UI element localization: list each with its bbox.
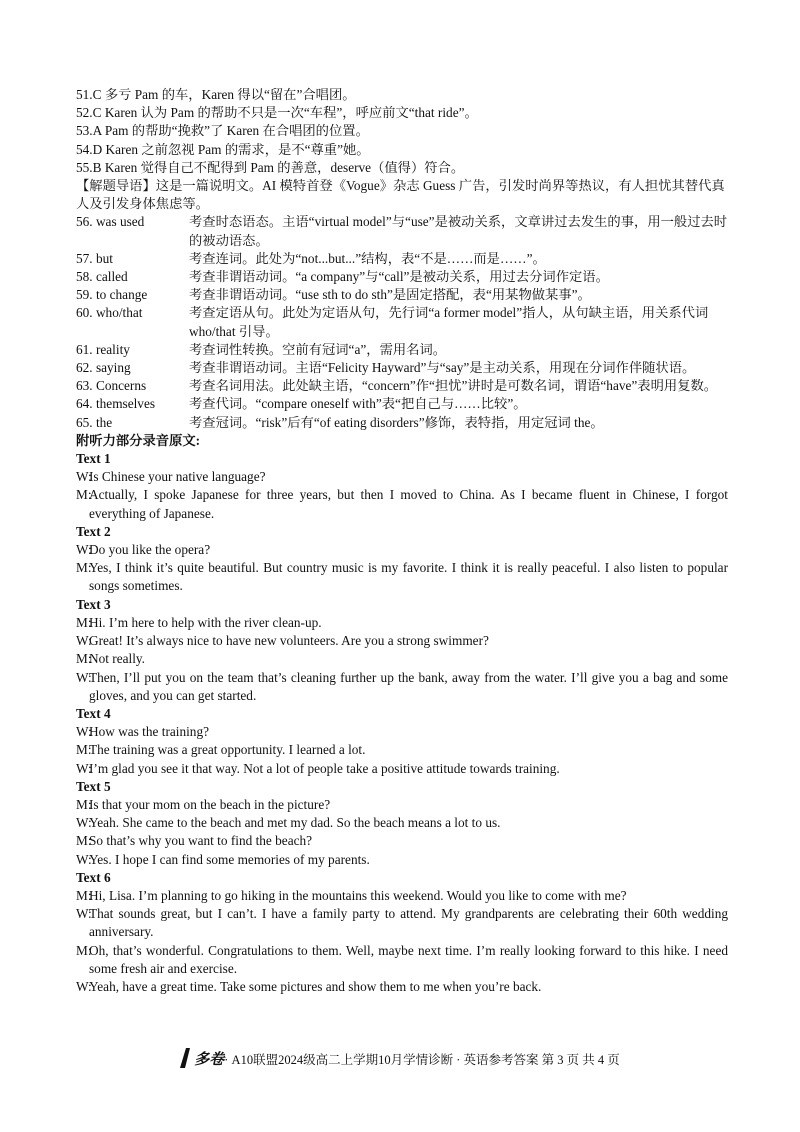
brand-logo-text: 多卷 (194, 1052, 225, 1068)
answer-key: 62. saying (76, 360, 131, 376)
dialogue-line (76, 942, 728, 978)
answer-row (76, 341, 728, 359)
answer-row (76, 377, 728, 395)
utterance: Not really. (89, 651, 145, 667)
answer-page (76, 86, 728, 996)
text-title: Text 1 (76, 451, 111, 467)
utterance: Yeah. She came to the beach and met my dad. So the beach means a lot to us. (89, 815, 501, 831)
listening-text-2 (76, 523, 728, 596)
dialogue-line (76, 832, 728, 850)
answer-explanation: 考查时态语态。主语“virtual model”与“use”是被动关系，文章讲过去发生的事，用一般过去时的被动语态。 (189, 214, 728, 248)
answer-row (76, 395, 728, 413)
page-footer (0, 1048, 800, 1072)
answer-line: 51.C 多亏 Pam 的车，Karen 得以“留在”合唱团。 (76, 87, 356, 102)
dialogue-line (76, 650, 728, 668)
utterance: How was the training? (89, 724, 210, 740)
answer-key: 58. called (76, 269, 128, 285)
speaker-label: W: (76, 542, 92, 558)
answer-key: 59. to change (76, 287, 148, 303)
answer-key: 65. the (76, 414, 113, 430)
utterance: Then, I’ll put you on the team that’s cleaning further up the bank, away from the water. I’ll give you a bag and some gloves, and you can get started. (89, 669, 728, 703)
speaker-label: W: (76, 978, 92, 994)
speaker-label: M: (76, 942, 92, 958)
listening-text-4 (76, 705, 728, 778)
utterance: Oh, that’s wonderful. Congratulations to them. Well, maybe next time. I’m really looking forward to this hike. I need some fresh air and exercise. (89, 942, 728, 976)
answer-row (76, 286, 728, 304)
dialogue-line (76, 723, 728, 741)
answer-row (76, 304, 728, 340)
answer-explanation: 考查代词。“compare oneself with”表“把自己与……比较”。 (189, 396, 527, 412)
answer-key: 63. Concerns (76, 378, 147, 394)
answer-line: 53.A Pam 的帮助“挽救”了 Karen 在合唱团的位置。 (76, 123, 369, 139)
speaker-label: W: (76, 851, 92, 867)
utterance: Is that your mom on the beach in the picture? (89, 796, 331, 812)
answer-key: 57. but (76, 250, 113, 266)
answer-row (76, 414, 728, 432)
listening-text-6 (76, 869, 728, 996)
speaker-label: M: (76, 887, 92, 903)
dialogue-line (76, 632, 728, 650)
answer-explanation: 考查非谓语动词。“use sth to do sth”是固定搭配，表“用某物做某事”。 (189, 287, 591, 303)
dialogue-line (76, 887, 728, 905)
answer-key: 64. themselves (76, 396, 156, 412)
answer-line: 55.B Karen 觉得自己不配得到 Pam 的善意，deserve（值得）符合。 (76, 159, 465, 175)
answer-row (76, 359, 728, 377)
speaker-label: M: (76, 651, 92, 667)
answer-explanation: 考查非谓语动词。主语“Felicity Hayward”与“say”是主动关系，用现在分词作伴随状语。 (189, 360, 696, 376)
text-title: Text 5 (76, 778, 111, 794)
answers-51-55 (76, 86, 728, 177)
dialogue-line (76, 541, 728, 559)
speaker-label: W: (76, 815, 92, 831)
utterance: So that’s why you want to find the beach? (89, 833, 313, 849)
dialogue-line (76, 741, 728, 759)
speaker-label: W: (76, 669, 92, 685)
listening-text-1 (76, 450, 728, 523)
utterance: Yes. I hope I can find some memories of my parents. (89, 851, 370, 867)
speaker-label: M: (76, 742, 92, 758)
dialogue-line (76, 486, 728, 522)
answer-row (76, 268, 728, 286)
dialogue-line (76, 796, 728, 814)
speaker-label: W: (76, 469, 92, 485)
answer-explanation: 考查连词。此处为“not...but...”结构，表“不是……而是……”。 (189, 250, 546, 266)
speaker-label: W: (76, 760, 92, 776)
answers-56-65 (76, 213, 728, 431)
answer-row (76, 213, 728, 249)
dialogue-line (76, 851, 728, 869)
utterance: The training was a great opportunity. I learned a lot. (89, 742, 366, 758)
answer-key: 56. was used (76, 214, 145, 230)
guide-paragraph: 【解题导语】这是一篇说明文。AI 模特首登《Vogue》杂志 Guess 广告，引发时尚界等热议，有人担忧其替代真人及引发身体焦虑等。 (76, 178, 725, 212)
text-title: Text 3 (76, 596, 111, 612)
listening-text-3 (76, 596, 728, 705)
speaker-label: M: (76, 796, 92, 812)
text-title: Text 6 (76, 869, 111, 885)
speaker-label: M: (76, 833, 92, 849)
utterance: Hi. I’m here to help with the river clean-up. (89, 614, 322, 630)
utterance: Yes, I think it’s quite beautiful. But country music is my favorite. I think it is really peaceful. I also listen to popular songs sometimes. (89, 560, 728, 594)
dialogue-line (76, 978, 728, 996)
utterance: Great! It’s always nice to have new volunteers. Are you a strong swimmer? (89, 633, 489, 649)
answer-explanation: 考查名词用法。此处缺主语，“concern”作“担忧”讲时是可数名词，谓语“have”表明用复数。 (189, 378, 718, 394)
text-title: Text 4 (76, 705, 111, 721)
listening-heading: 附听力部分录音原文: (76, 432, 201, 448)
dialogue-line (76, 814, 728, 832)
utterance: Hi, Lisa. I’m planning to go hiking in the mountains this weekend. Would you like to come with me? (89, 887, 627, 903)
speaker-label: W: (76, 724, 92, 740)
answer-key: 60. who/that (76, 305, 143, 321)
utterance: Actually, I spoke Japanese for three years, but then I moved to China. As I became fluent in Chinese, I forgot everything of Japanese. (89, 487, 728, 521)
answer-line: 54.D Karen 之前忽视 Pam 的需求，是不“尊重”她。 (76, 141, 370, 157)
utterance: Yeah, have a great time. Take some pictures and show them to me when you’re back. (89, 978, 542, 994)
answer-row (76, 250, 728, 268)
utterance: That sounds great, but I can’t. I have a family party to attend. My grandparents are celebrating their 60th wedding anniversary. (89, 906, 728, 940)
dialogue-line (76, 760, 728, 778)
brand-logo-icon (180, 1048, 190, 1072)
answer-line: 52.C Karen 认为 Pam 的帮助不只是一次“车程”，呼应前文“that ride”。 (76, 105, 478, 121)
listening-text-5 (76, 778, 728, 869)
utterance: I’m glad you see it that way. Not a lot of people take a positive attitude towards training. (89, 760, 560, 776)
dialogue-line (76, 468, 728, 486)
speaker-label: M: (76, 614, 92, 630)
utterance: Is Chinese your native language? (89, 469, 266, 485)
footer-text: · A10联盟2024级高二上学期10月学情诊断 · 英语参考答案 第 3 页 共 4 页 (224, 1053, 620, 1067)
answer-explanation: 考查定语从句。此处为定语从句，先行词“a former model”指人，从句缺主语，用关系代词 who/that 引导。 (189, 305, 709, 339)
answer-explanation: 考查非谓语动词。“a company”与“call”是被动关系，用过去分词作定语。 (189, 269, 609, 285)
speaker-label: W: (76, 633, 92, 649)
speaker-label: M: (76, 487, 92, 503)
speaker-label: W: (76, 906, 92, 922)
dialogue-line (76, 559, 728, 595)
speaker-label: M: (76, 560, 92, 576)
answer-explanation: 考查词性转换。空前有冠词“a”，需用名词。 (189, 341, 447, 357)
text-title: Text 2 (76, 523, 111, 539)
answer-explanation: 考查冠词。“risk”后有“of eating disorders”修饰，表特指，用定冠词 the。 (189, 414, 604, 430)
dialogue-line (76, 905, 728, 941)
answer-key: 61. reality (76, 341, 130, 357)
dialogue-line (76, 614, 728, 632)
dialogue-line (76, 669, 728, 705)
utterance: Do you like the opera? (89, 542, 211, 558)
